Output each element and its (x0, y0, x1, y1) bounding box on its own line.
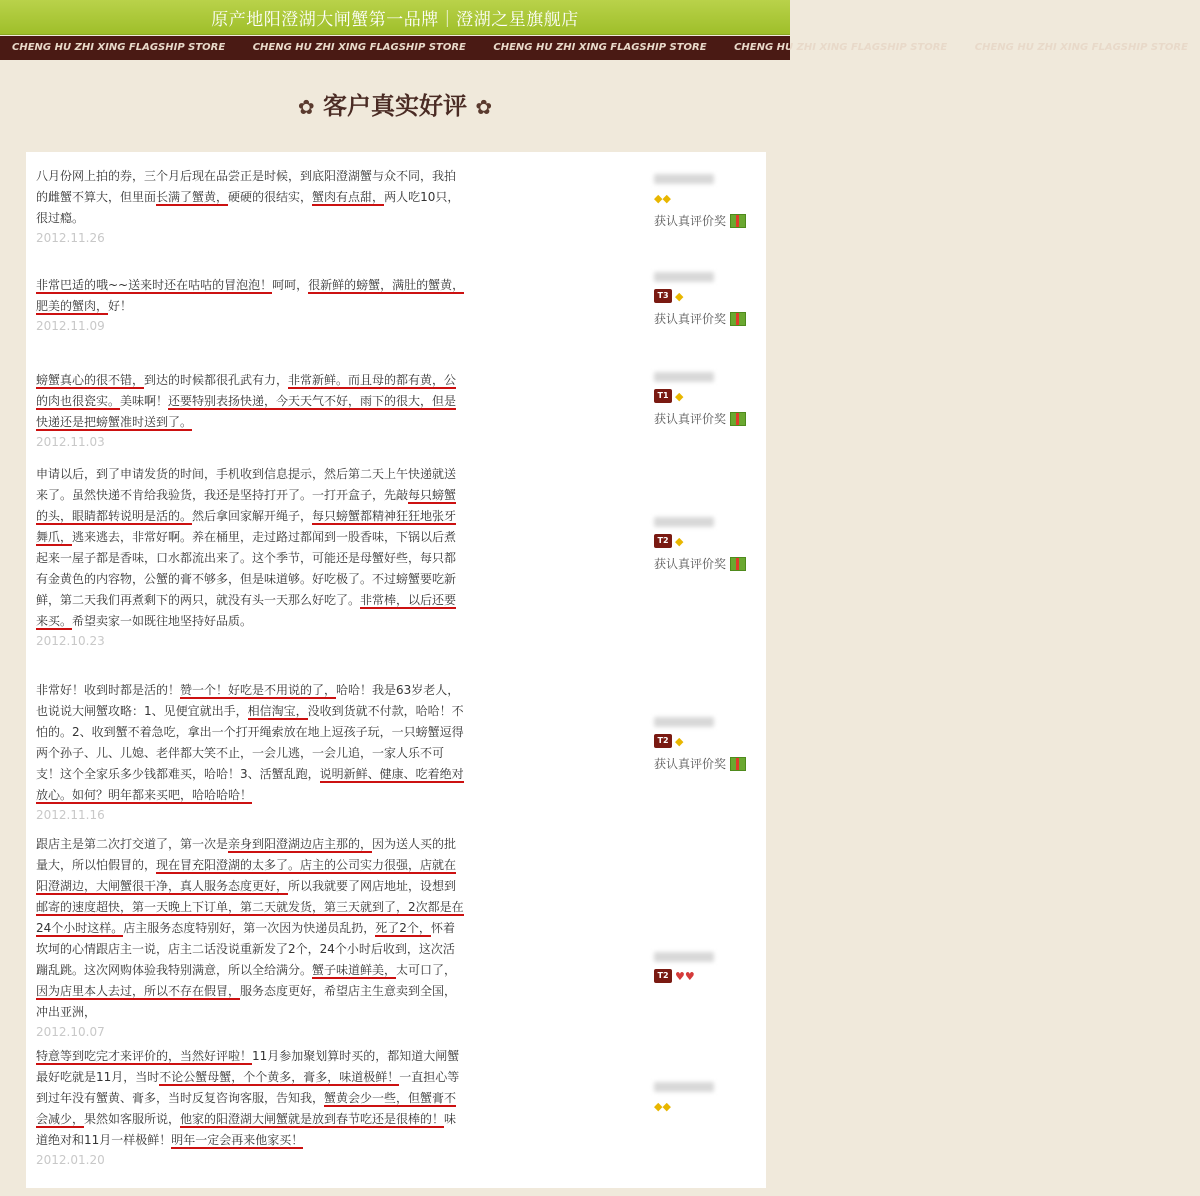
review-text (36, 834, 466, 1023)
reviewer-info (654, 174, 764, 229)
review-text (36, 464, 466, 632)
reviewer-name-blurred (654, 952, 714, 962)
reviewer-badges (654, 968, 764, 984)
review-date: 2012.10.23 (36, 634, 105, 648)
reviewer-name-blurred (654, 372, 714, 382)
review-text-segment: 怀着坎坷的心情跟店主一说，店主二话没说重新发了2个，24个小时后收到，这次活蹦乱跳。这次网购体验我特别满意，所以全给满分。 (36, 921, 455, 977)
review-text-segment: 希望卖家一如既往地坚持好品质。 (72, 614, 253, 628)
flower-icon: ✿ (475, 95, 493, 119)
review-item (36, 834, 646, 1039)
review-text-segment: 果然如客服所说， (84, 1112, 181, 1126)
review-award (654, 755, 764, 772)
review-text-segment: 逃来逃去，非常好啊。养在桶里，走过路过都闻到一股香味，下锅以后煮起来一屋子都是香味，口水都流出来了。这个季节，可能还是母蟹好些，每只都有金黄色的内容物，公蟹的膏不够多，但是味道够。好吃极了。不过螃蟹要吃新鲜，第二天我们再煮剩下的两只，就没有头一天那么好吃了。 (36, 530, 457, 607)
reviewer-badges (654, 533, 764, 549)
review-award (654, 310, 764, 327)
review-highlight: 现在冒充阳澄湖的太多了。 (156, 858, 301, 872)
review-text-segment: 所以我就要了网店地址，设想到 (288, 879, 457, 893)
diamond-rating-icon: ◆◆ (654, 191, 671, 205)
gift-icon (730, 757, 746, 771)
review-award (654, 212, 764, 229)
review-text-segment: 一直担心等到过年没有蟹黄、膏多，当时反复咨询客服，告知我， (36, 1070, 460, 1105)
review-text-segment: 硬硬的很结实， (228, 190, 313, 204)
gift-icon (730, 214, 746, 228)
review-highlight: 特意等到吃完才来评价的，当然好评啦！ (36, 1049, 253, 1063)
review-highlight: 邮寄的速度超快，第一天晚上下订单，第二天就发货，第三天就到了，2次都是在24个小时这样。 (36, 900, 464, 935)
reviewer-badges (654, 388, 764, 404)
review-text-segment: 然后拿回家解开绳子， (192, 509, 313, 523)
diamond-rating-icon: ◆ (675, 534, 684, 548)
review-item (36, 275, 646, 333)
review-text-segment: 非常好！收到时都是活的！ (36, 683, 181, 697)
review-highlight: 每只螃蟹的头，眼睛都转说明是活的。 (36, 488, 457, 523)
reviewer-info (654, 717, 764, 772)
diamond-rating-icon: ◆ (675, 734, 684, 748)
review-item (36, 370, 646, 449)
review-award-label: 获认真评价奖 (654, 757, 727, 771)
section-title: 客户真实好评 (323, 92, 467, 120)
review-highlight: 还要特别表扬快递， (168, 394, 277, 408)
diamond-rating-icon: ◆◆ (654, 1099, 671, 1113)
review-date: 2012.01.20 (36, 1153, 105, 1167)
review-item (36, 464, 646, 648)
store-header-bar (0, 0, 790, 35)
reviewer-badges (654, 288, 764, 304)
review-text-segment: 11月参加聚划算时买的，都知道大闸蟹最好吃就是11月，当时 (36, 1049, 460, 1084)
review-highlight: 店主的公司实力很强，店就在阳澄湖边，大闸蟹很干净，真人服务态度更好， (36, 858, 457, 893)
reviewer-badges (654, 1098, 764, 1114)
review-item (36, 166, 646, 245)
reviewer-info (654, 1082, 764, 1114)
review-award-label: 获认真评价奖 (654, 557, 727, 571)
reviewer-badges (654, 733, 764, 749)
reviewer-name-blurred (654, 272, 714, 282)
review-highlight: 因为店里本人去过，所以不存在假冒， (36, 984, 241, 998)
level-badge-icon: T2 (654, 534, 672, 548)
reviewer-info (654, 952, 764, 984)
review-highlight: 螃蟹真心的很不错， (36, 373, 145, 387)
review-text-segment: 跟店主是第二次打交道了，第一次是 (36, 837, 229, 851)
review-highlight: 如何？明年都来买吧，哈哈哈哈！ (72, 788, 253, 802)
review-award-label: 获认真评价奖 (654, 214, 727, 228)
review-date: 2012.11.16 (36, 808, 105, 822)
gift-icon (730, 312, 746, 326)
brand-strip-text: CHENG HU ZHI XING FLAGSHIP STORE (493, 42, 707, 53)
brand-strip-text: CHENG HU ZHI XING FLAGSHIP STORE (12, 42, 226, 53)
level-badge-icon: T2 (654, 969, 672, 983)
review-highlight: 相信淘宝， (247, 704, 308, 718)
brand-strip-text: CHENG HU ZHI XING FLAGSHIP STORE (734, 42, 948, 53)
review-text (36, 370, 466, 433)
reviewer-badges (654, 190, 764, 206)
review-highlight: 明年一定会再来他家买！ (171, 1133, 304, 1147)
review-text (36, 680, 466, 806)
level-badge-icon: T1 (654, 389, 672, 403)
review-text-segment: 呵呵， (272, 278, 309, 292)
review-date: 2012.10.07 (36, 1025, 105, 1039)
store-title: 原产地阳澄湖大闸蟹第一品牌｜澄湖之星旗舰店 (211, 9, 579, 30)
reviewer-name-blurred (654, 174, 714, 184)
review-date: 2012.11.03 (36, 435, 105, 449)
brand-strip-text: CHENG HU ZHI XING FLAGSHIP STORE (974, 42, 1188, 53)
brand-strip-text: CHENG HU ZHI XING FLAGSHIP STORE (252, 42, 466, 53)
review-highlight: 他家的阳澄湖大闸蟹就是放到春节吃还是很棒的！ (180, 1112, 445, 1126)
brand-strip (0, 36, 1188, 60)
review-text-segment: 申请以后，到了申请发货的时间，手机收到信息提示，然后第二天上午快递就送来了。虽然快递不肯给我验货，我还是坚持打开了。一打开盒子，先敲 (36, 467, 457, 502)
section-title-row (0, 86, 790, 121)
review-highlight: 每只螃蟹都精神狂狂地张牙舞爪， (36, 509, 457, 544)
review-highlight: 赞一个！好吃是不用说的了， (180, 683, 337, 697)
review-text-segment: 八月份网上拍的券，三个月后现在品尝正是时候，到底阳澄湖蟹与众不同，我拍的雌蟹不算大，但里面 (36, 169, 457, 204)
review-date: 2012.11.09 (36, 319, 105, 333)
review-text-segment: 因为送人买的批量大，所以怕假冒的， (36, 837, 457, 872)
review-text-segment: 到达的时候都很孔武有力， (144, 373, 289, 387)
review-award-label: 获认真评价奖 (654, 412, 727, 426)
level-badge-icon: T3 (654, 289, 672, 303)
review-text-segment: 店主服务态度特别好，第一次因为快递员乱扔， (123, 921, 376, 935)
review-award (654, 410, 764, 427)
review-award (654, 555, 764, 572)
review-highlight: 长满了蟹黄， (156, 190, 229, 204)
review-text-segment: 味道绝对和11月一样极鲜！ (36, 1112, 457, 1147)
review-text-segment: 服务态度更好，希望店主生意卖到全国，冲出亚洲， (36, 984, 457, 1019)
review-text-segment: 美味啊！ (120, 394, 169, 408)
gift-icon (730, 412, 746, 426)
gift-icon (730, 557, 746, 571)
review-highlight: 说明新鲜、健康、吃着绝对放心。 (36, 767, 464, 802)
review-item (36, 680, 646, 822)
review-highlight: 而且母的都有黄，公的肉也很瓷实。 (36, 373, 457, 408)
review-highlight: 亲身到阳澄湖边店主那的， (228, 837, 373, 851)
review-highlight: 非常棒，以后还要来买。 (36, 593, 457, 628)
review-text-segment: 哈哈！我是63岁老人，也说说大闸蟹攻略：1、见便宜就出手， (36, 683, 460, 718)
reviewer-name-blurred (654, 717, 714, 727)
review-award-label: 获认真评价奖 (654, 312, 727, 326)
review-highlight: 今天天气不好，雨下的很大，但是快递还是把螃蟹准时送到了。 (36, 394, 457, 429)
level-badge-icon: T2 (654, 734, 672, 748)
review-date: 2012.11.26 (36, 231, 105, 245)
heart-rating-icon: ♥♥ (675, 969, 695, 983)
review-text-segment: 两人吃10只，很过瘾。 (36, 190, 460, 225)
review-text (36, 166, 466, 229)
review-highlight: 非常新鲜。 (288, 373, 349, 387)
review-highlight: 非常巴适的哦~~送来时还在咕咕的冒泡泡！ (36, 278, 273, 292)
review-text-segment: 没收到货就不付款，哈哈！不怕的。2、收到蟹不着急吃，拿出一个打开绳索放在地上逗孩子玩，一只螃蟹逗得两个孙子、儿、儿媳、老伴都大笑不止，一会儿逃，一会儿追，一家人乐不可支！这个全家乐多少钱都难买，哈哈！3、活蟹乱跑， (36, 704, 464, 781)
reviewer-name-blurred (654, 517, 714, 527)
review-highlight: 死了2个， (375, 921, 431, 935)
review-item (36, 1046, 646, 1167)
review-text (36, 1046, 466, 1151)
review-text (36, 275, 466, 317)
review-highlight: 很新鲜的螃蟹，满肚的蟹黄，肥美的蟹肉， (36, 278, 465, 313)
reviews-panel (26, 152, 766, 1188)
review-highlight: 蟹子味道鲜美， (312, 963, 397, 977)
diamond-rating-icon: ◆ (675, 289, 684, 303)
reviewer-info (654, 372, 764, 427)
review-text-segment: 好！ (108, 299, 133, 313)
reviewer-name-blurred (654, 1082, 714, 1092)
review-highlight: 蟹肉有点甜， (312, 190, 385, 204)
review-text-segment: 太可口了， (396, 963, 457, 977)
review-highlight: 蟹黄会少一些，但蟹膏不会减少， (36, 1091, 457, 1126)
review-highlight: 不论公蟹母蟹，个个黄多，膏多，味道极鲜！ (159, 1070, 400, 1084)
reviewer-info (654, 272, 764, 327)
diamond-rating-icon: ◆ (675, 389, 684, 403)
reviewer-info (654, 517, 764, 572)
flower-icon: ✿ (297, 95, 315, 119)
